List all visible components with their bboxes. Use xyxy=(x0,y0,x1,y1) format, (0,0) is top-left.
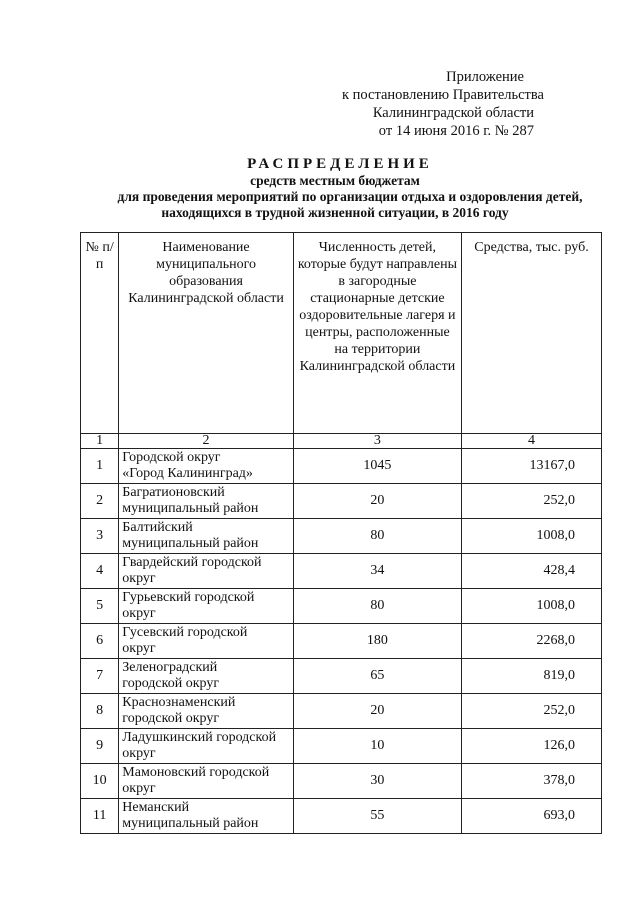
col-num-2: 2 xyxy=(119,434,293,449)
appendix-line-2: к постановлению Правительства xyxy=(342,87,544,103)
row-number: 2 xyxy=(81,484,119,519)
row-municipality xyxy=(119,484,293,519)
column-number-row xyxy=(81,434,602,449)
row-number: 10 xyxy=(81,764,119,799)
municipality-line-1: Зеленоградский xyxy=(122,660,218,675)
header-children: Численность детей, которые будут направлены в загородные стационарные детские оздоровительные лагеря и центры, расположенные на территории Калининградской области xyxy=(293,233,461,434)
table-row xyxy=(81,729,602,764)
appendix-line-3: Калининградской области xyxy=(372,105,534,121)
row-number: 9 xyxy=(81,729,119,764)
row-municipality xyxy=(119,519,293,554)
appendix-line-4: от 14 июня 2016 г. № 287 xyxy=(378,123,534,139)
row-number: 1 xyxy=(81,449,119,484)
municipality-line-2: городской округ xyxy=(122,676,220,691)
row-funds: 1008,0 xyxy=(462,519,602,554)
row-number: 4 xyxy=(81,554,119,589)
municipality-line-2: «Город Калининград» xyxy=(122,466,253,481)
row-municipality xyxy=(119,589,293,624)
row-children: 80 xyxy=(293,519,461,554)
municipality-line-1: Мамоновский городской xyxy=(122,765,270,780)
row-funds: 2268,0 xyxy=(462,624,602,659)
municipality-line-1: Городской округ xyxy=(122,450,221,465)
municipality-line-1: Гвардейский городской xyxy=(122,555,262,570)
municipality-line-2: округ xyxy=(122,571,156,586)
header-municipality: Наименование муниципального образования Калининградской области xyxy=(119,233,293,434)
appendix-line-1: Приложение xyxy=(446,69,524,85)
municipality-line-2: муниципальный район xyxy=(122,501,259,516)
row-funds: 378,0 xyxy=(462,764,602,799)
distribution-table xyxy=(80,232,602,834)
row-municipality xyxy=(119,729,293,764)
municipality-line-2: муниципальный район xyxy=(122,536,259,551)
row-funds: 252,0 xyxy=(462,484,602,519)
header-number: № п/п xyxy=(81,233,119,434)
row-children: 1045 xyxy=(293,449,461,484)
municipality-line-1: Багратионовский xyxy=(122,485,225,500)
title-main: РАСПРЕДЕЛЕНИЕ xyxy=(247,156,433,172)
col-num-4: 4 xyxy=(462,434,602,449)
row-children: 30 xyxy=(293,764,461,799)
row-children: 34 xyxy=(293,554,461,589)
row-funds: 252,0 xyxy=(462,694,602,729)
row-funds: 693,0 xyxy=(462,799,602,834)
municipality-line-2: округ xyxy=(122,641,156,656)
row-number: 5 xyxy=(81,589,119,624)
row-municipality xyxy=(119,624,293,659)
row-municipality xyxy=(119,449,293,484)
municipality-line-1: Балтийский xyxy=(122,520,193,535)
row-funds: 126,0 xyxy=(462,729,602,764)
municipality-line-1: Ладушкинский городской xyxy=(122,730,277,745)
table-row xyxy=(81,449,602,484)
municipality-line-2: округ xyxy=(122,781,156,796)
table-row xyxy=(81,799,602,834)
municipality-line-1: Гурьевский городской xyxy=(122,590,255,605)
row-municipality xyxy=(119,694,293,729)
table-row xyxy=(81,659,602,694)
title-sub-1: средств местным бюджетам xyxy=(250,173,420,188)
table-row xyxy=(81,484,602,519)
appendix-block xyxy=(342,68,544,140)
row-children: 20 xyxy=(293,484,461,519)
row-municipality xyxy=(119,799,293,834)
row-number: 11 xyxy=(81,799,119,834)
row-funds: 1008,0 xyxy=(462,589,602,624)
row-funds: 428,4 xyxy=(462,554,602,589)
row-funds: 13167,0 xyxy=(462,449,602,484)
row-children: 65 xyxy=(293,659,461,694)
municipality-line-1: Неманский xyxy=(122,800,190,815)
municipality-line-1: Гусевский городской xyxy=(122,625,248,640)
municipality-line-2: округ xyxy=(122,606,156,621)
row-children: 20 xyxy=(293,694,461,729)
municipality-line-2: городской округ xyxy=(122,711,220,726)
title-sub-2: для проведения мероприятий по организации отдыха и оздоровления детей, xyxy=(117,189,583,204)
document-title xyxy=(0,156,640,221)
row-number: 3 xyxy=(81,519,119,554)
table-header-row xyxy=(81,233,602,434)
table-row xyxy=(81,764,602,799)
table-row xyxy=(81,554,602,589)
table-row xyxy=(81,589,602,624)
municipality-line-2: округ xyxy=(122,746,156,761)
municipality-line-1: Краснознаменский xyxy=(122,695,236,710)
row-number: 7 xyxy=(81,659,119,694)
row-municipality xyxy=(119,554,293,589)
row-children: 180 xyxy=(293,624,461,659)
table-row xyxy=(81,624,602,659)
table-row xyxy=(81,694,602,729)
header-funds: Средства, тыс. руб. xyxy=(462,233,602,434)
row-number: 6 xyxy=(81,624,119,659)
municipality-line-2: муниципальный район xyxy=(122,816,259,831)
row-municipality xyxy=(119,764,293,799)
row-number: 8 xyxy=(81,694,119,729)
row-children: 10 xyxy=(293,729,461,764)
row-children: 55 xyxy=(293,799,461,834)
title-sub-3: находящихся в трудной жизненной ситуации, в 2016 году xyxy=(161,205,509,220)
row-children: 80 xyxy=(293,589,461,624)
table-row xyxy=(81,519,602,554)
col-num-1: 1 xyxy=(81,434,119,449)
table-body xyxy=(81,449,602,834)
col-num-3: 3 xyxy=(293,434,461,449)
row-funds: 819,0 xyxy=(462,659,602,694)
row-municipality xyxy=(119,659,293,694)
